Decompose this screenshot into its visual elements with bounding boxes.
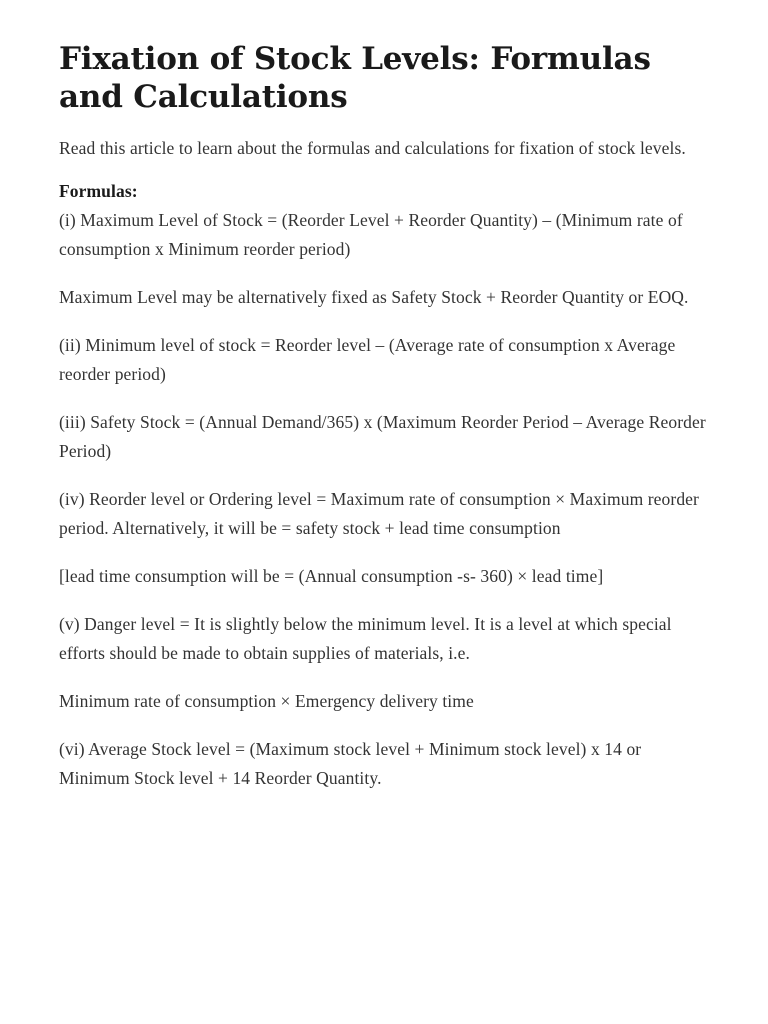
formulas-section: [59, 177, 711, 264]
formula-item-i: (i) Maximum Level of Stock = (Reorder Level + Reorder Quantity) – (Minimum rate of consumption x Minimum reorder period): [59, 210, 683, 259]
formulas-heading: Formulas:: [59, 181, 138, 201]
article: [59, 40, 711, 812]
formula-item-iv: (iv) Reorder level or Ordering level = Maximum rate of consumption × Maximum reorder period. Alternatively, it will be = safety stock + lead time consumption: [59, 489, 699, 538]
formula-item-vi: (vi) Average Stock level = (Maximum stock level + Minimum stock level) x 14 or Minimum Stock level + 14 Reorder Quantity.: [59, 739, 642, 788]
paragraph-max-level-alternative: Maximum Level may be alternatively fixed as Safety Stock + Reorder Quantity or EOQ.: [59, 287, 689, 307]
article-intro: Read this article to learn about the formulas and calculations for fixation of stock levels.: [59, 138, 686, 158]
article-title: Fixation of Stock Levels: Formulas and Calculations: [59, 41, 651, 115]
paragraph-lead-time-consumption: [lead time consumption will be = (Annual consumption -s- 360) × lead time]: [59, 566, 604, 586]
formula-item-ii: (ii) Minimum level of stock = Reorder level – (Average rate of consumption x Average reorder period): [59, 335, 676, 384]
formula-item-iii: (iii) Safety Stock = (Annual Demand/365) x (Maximum Reorder Period – Average Reorder Period): [59, 412, 706, 461]
formula-item-v: (v) Danger level = It is slightly below the minimum level. It is a level at which special efforts should be made to obtain supplies of materials, i.e.: [59, 614, 672, 663]
paragraph-danger-level-formula: Minimum rate of consumption × Emergency delivery time: [59, 691, 474, 711]
